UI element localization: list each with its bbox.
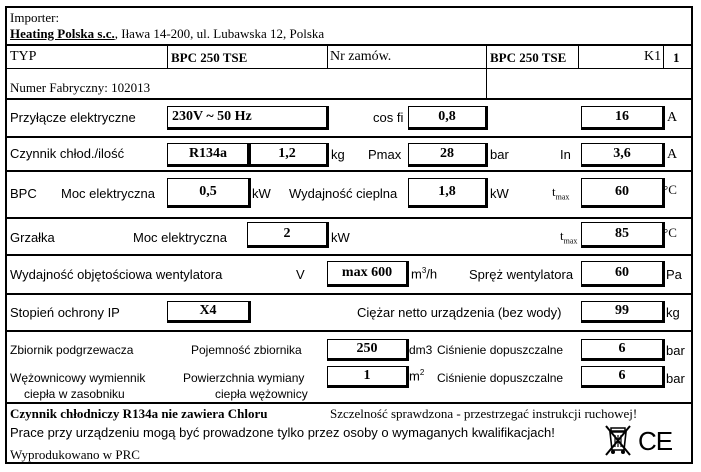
- coil-label-1: Wężownicowy wymiennik: [10, 371, 146, 385]
- divider-fan: [5, 293, 693, 295]
- cosfi-value-box: 0,8: [408, 106, 488, 130]
- importer-label: Importer:: [10, 10, 60, 25]
- bpc-tmax-box: 60: [581, 178, 665, 208]
- fan-unit: $m^3/h$: [411, 266, 438, 282]
- order-label: Nr zamów.: [330, 49, 392, 64]
- heater-power-unit: kW: [331, 230, 350, 245]
- ip-value-box: X4: [167, 301, 251, 323]
- coil-label-2: ciepła w zasobniku: [24, 387, 125, 401]
- tank-label: Zbiornik podgrzewacza: [10, 343, 134, 357]
- heater-tmax-box: 85: [581, 222, 665, 248]
- refrig-type-box: R134a: [167, 143, 251, 167]
- typ-divider-3: [486, 46, 487, 98]
- heater-tmax-unit: °C: [663, 225, 677, 240]
- footer-qualification-note: Prace przy urządzeniu mogą być prowadzone tylko przez osoby o wymaganych kwalifikacjach!: [10, 425, 555, 440]
- weee-crossed-bin-icon: [604, 424, 632, 458]
- coil-area-unit: $m^2$: [409, 368, 425, 384]
- divider-ip: [5, 330, 693, 332]
- in-label: In: [560, 147, 571, 162]
- divider-coil: [5, 402, 693, 404]
- refrig-label: Czynnik chłod./ilość: [10, 146, 125, 161]
- heater-power-box: 2: [247, 222, 329, 248]
- elec-label: Przyłącze elektryczne: [10, 110, 136, 125]
- typ-divider-1: [167, 46, 168, 68]
- coil-press-box: 6: [581, 366, 665, 388]
- typ-divider-5: [663, 46, 664, 68]
- weight-value-box: 99: [581, 301, 665, 323]
- fan-v-label: V: [296, 267, 305, 282]
- typ-divider-4: [578, 46, 579, 68]
- heater-label: Grzałka: [10, 230, 55, 245]
- importer-company: Heating Polska s.c.: [10, 26, 115, 41]
- tank-cap-unit: dm3: [409, 343, 433, 357]
- footer-leak-note: Szczelność sprawdzona - przestrzegać instrukcji ruchowej!: [330, 406, 638, 421]
- ip-label: Stopień ochrony IP: [10, 305, 120, 320]
- bpc-tmax-label: $t_{max}$: [552, 184, 570, 202]
- bpc-tmax-unit: °C: [663, 182, 677, 197]
- coil-area-label-1: Powierzchnia wymiany: [183, 371, 305, 385]
- pmax-value-box: 28: [408, 143, 488, 167]
- fan-comp-unit: Pa: [666, 267, 682, 282]
- heater-tmax-label: $t_{max}$: [560, 228, 578, 246]
- fan-value-box: max 600: [327, 261, 409, 287]
- bpc-heat-label: Wydajność cieplna: [289, 186, 398, 201]
- typ-divider-2: [327, 46, 328, 68]
- footer-made-in: Wyprodukowano w PRC: [10, 447, 140, 462]
- current-value-box: 16: [581, 106, 665, 130]
- divider-header: [5, 44, 693, 46]
- typ-value: BPC 250 TSE: [171, 50, 248, 65]
- bpc-heat-box: 1,8: [408, 178, 488, 208]
- in-unit: A: [667, 147, 678, 162]
- current-unit: A: [667, 110, 678, 125]
- serial-number: Numer Fabryczny: 102013: [10, 80, 151, 95]
- ce-mark-icon: CE: [638, 426, 673, 456]
- divider-typ: [5, 68, 487, 69]
- bpc-label: BPC: [10, 186, 37, 201]
- importer-address: [10, 27, 324, 40]
- bpc-power-box: 0,5: [167, 178, 251, 208]
- fan-comp-box: 60: [581, 261, 665, 287]
- in-value-box: 3,6: [581, 143, 665, 167]
- pmax-label: Pmax: [368, 147, 402, 162]
- fan-label: Wydajność objętościowa wentylatora: [10, 267, 223, 282]
- tank-cap-label: Pojemność zbiornika: [191, 343, 302, 357]
- divider-bpc: [5, 217, 693, 219]
- pmax-unit: bar: [490, 147, 509, 162]
- tank-press-box: 6: [581, 339, 665, 361]
- footer-refrigerant-note: Czynnik chłodniczy R134a nie zawiera Chloru: [10, 406, 268, 421]
- tank-press-unit: bar: [666, 343, 685, 358]
- tank-press-label: Ciśnienie dopuszczalne: [437, 343, 564, 357]
- elec-value-box: 230V ~ 50 Hz: [167, 106, 329, 130]
- fan-comp-label: Spręż wentylatora: [469, 267, 574, 282]
- importer-street: , Iława 14-200, ul. Lubawska 12, Polska: [114, 26, 325, 41]
- cosfi-label: cos fi: [373, 110, 404, 125]
- typ-label: TYP: [10, 49, 37, 64]
- bpc-heat-unit: kW: [490, 186, 509, 201]
- k-label: K1: [644, 49, 662, 64]
- coil-area-box: 1: [327, 366, 409, 388]
- bpc-power-label: Moc elektryczna: [61, 186, 155, 201]
- weight-unit: kg: [666, 305, 680, 320]
- coil-press-unit: bar: [666, 371, 685, 386]
- coil-area-label-2: ciepła wężownicy: [215, 387, 308, 401]
- divider-typ-right: [487, 68, 693, 69]
- coil-press-label: Ciśnienie dopuszczalne: [437, 371, 564, 385]
- order-value: BPC 250 TSE: [490, 50, 567, 65]
- divider-elec: [5, 136, 693, 138]
- divider-refrig: [5, 170, 693, 172]
- refrig-amount-unit: kg: [331, 147, 345, 162]
- tank-cap-box: 250: [327, 339, 409, 361]
- divider-serial: [5, 98, 693, 100]
- bpc-power-unit: kW: [252, 186, 271, 201]
- weight-label: Ciężar netto urządzenia (bez wody): [357, 305, 562, 320]
- divider-heater: [5, 254, 693, 256]
- refrig-amount-box: 1,2: [247, 143, 329, 167]
- k-value: 1: [673, 50, 680, 65]
- heater-power-label: Moc elektryczna: [133, 230, 227, 245]
